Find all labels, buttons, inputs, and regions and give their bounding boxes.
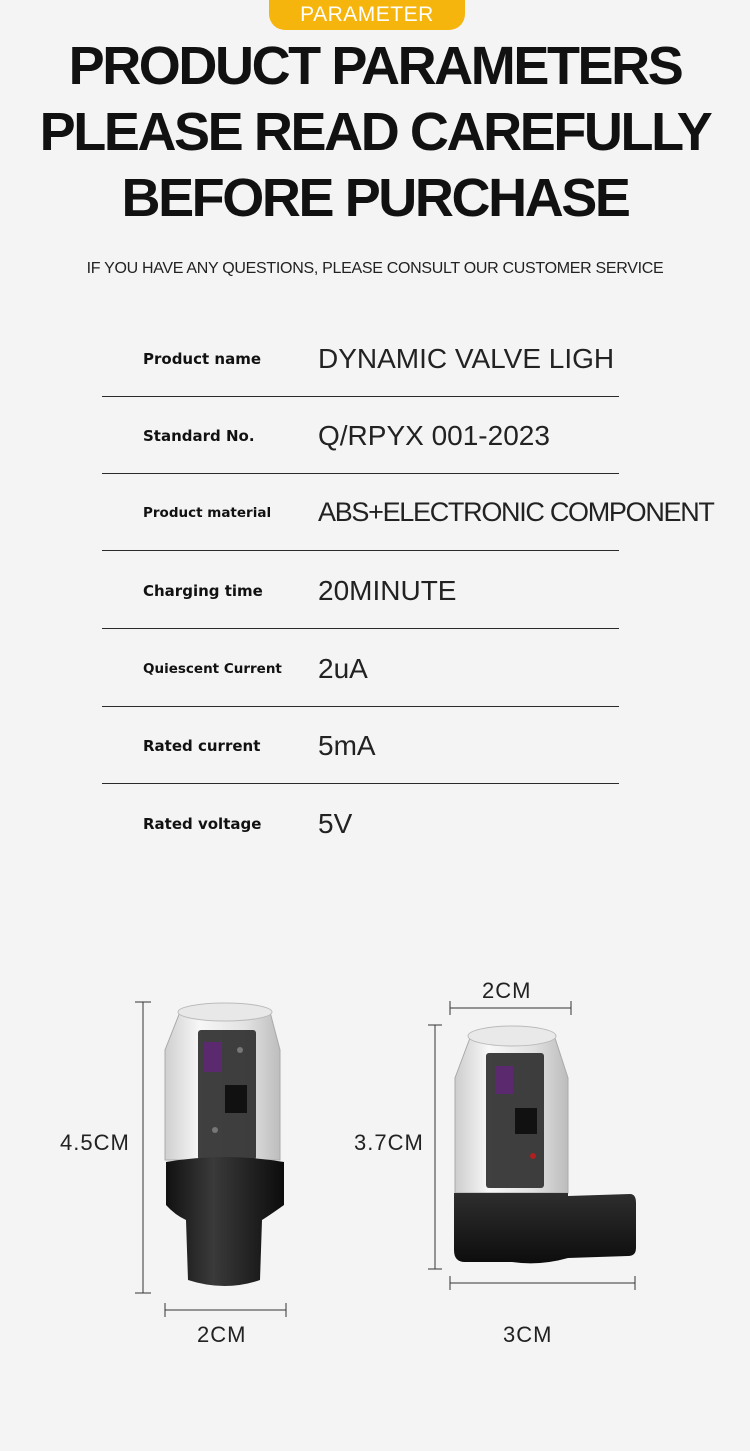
- straight-height-label: 4.5CM: [60, 1130, 130, 1155]
- param-label: Quiescent Current: [143, 660, 282, 677]
- row-divider: [102, 550, 619, 551]
- angled-width-label: 3CM: [503, 1322, 553, 1347]
- angled-top-width-label: 2CM: [482, 978, 532, 1003]
- param-label: Product material: [143, 504, 272, 521]
- subtitle: IF YOU HAVE ANY QUESTIONS, PLEASE CONSULT OUR CUSTOMER SERVICE: [86, 260, 664, 277]
- param-value: Q/RPYX 001-2023: [318, 419, 550, 451]
- param-value: 2uA: [318, 652, 368, 684]
- headline-line-1: PRODUCT PARAMETERS: [68, 36, 682, 96]
- param-row-product-name: [102, 320, 619, 397]
- angled-valve-light-image: [420, 998, 650, 1298]
- headline-line-3: BEFORE PURCHASE: [121, 168, 629, 228]
- param-value: ABS+ELECTRONIC COMPONENT: [318, 497, 714, 527]
- param-label: Product name: [143, 349, 262, 368]
- param-row-standard-no: [102, 397, 619, 474]
- param-label: Rated voltage: [143, 814, 262, 833]
- param-value: DYNAMIC VALVE LIGH: [318, 342, 615, 374]
- param-value: 5V: [318, 807, 353, 839]
- param-value: 5mA: [318, 729, 376, 761]
- param-row-product-material: [102, 474, 714, 551]
- headline-line-2: PLEASE READ CAREFULLY: [39, 102, 711, 162]
- straight-width-label: 2CM: [197, 1322, 247, 1347]
- angled-height-label: 3.7CM: [354, 1130, 424, 1155]
- straight-valve-light-image: [120, 990, 320, 1320]
- parameter-badge: PARAMETER: [269, 0, 465, 30]
- param-value: 20MINUTE: [318, 574, 457, 606]
- row-divider: [102, 628, 619, 629]
- row-divider: [102, 783, 619, 784]
- param-label: Standard No.: [143, 426, 255, 445]
- param-label: Rated current: [143, 736, 261, 755]
- param-label: Charging time: [143, 581, 263, 600]
- param-row-rated-voltage: [102, 785, 619, 862]
- param-row-quiescent-current: [102, 630, 619, 707]
- param-row-charging-time: [102, 552, 619, 629]
- param-row-rated-current: [102, 707, 619, 784]
